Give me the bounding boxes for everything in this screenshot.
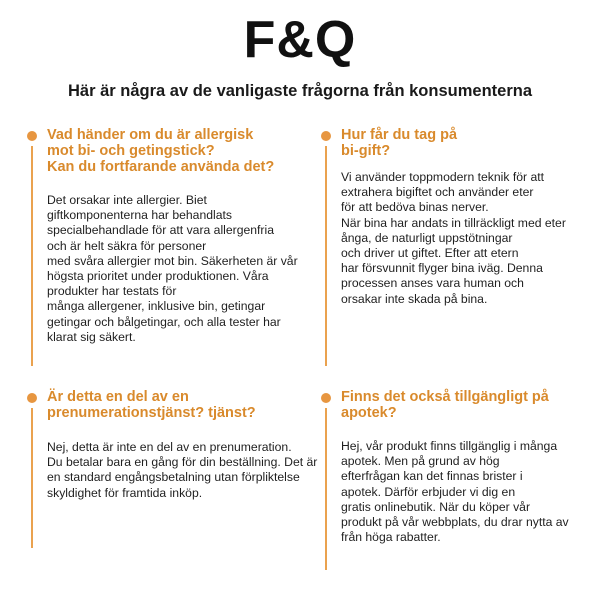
faq-answer: Det orsakar inte allergier. Biet giftkomponenterna har behandlats specialbehandlade för att vara allergenfria och är helt säkra för personer med svåra allergier mot bin. Säkerheten är vår högsta prioritet under produktionen. Våra produkter har testats för många allergener, inklusive bin, getingar getingar och bålgetingar, och alla tester har klarat sig säkert. (47, 193, 298, 344)
bullet-dot-icon (27, 393, 37, 403)
faq-question: Är detta en del av en prenumerationstjänst? tjänst? (47, 389, 256, 421)
bullet-dot-icon (321, 131, 331, 141)
bullet-dot-icon (321, 393, 331, 403)
divider-line (31, 146, 33, 366)
bullet-dot-icon (27, 131, 37, 141)
divider-line (325, 146, 327, 366)
faq-question: Hur får du tag på bi-gift? (341, 127, 458, 159)
faq-question: Vad händer om du är allergisk mot bi- och getingstick? Kan du fortfarande använda det? (47, 127, 275, 175)
faq-answer: Nej, detta är inte en del av en prenumeration. Du betalar bara en gång för din beställning. Det är en standard engångsbetalning utan förpliktelse skyldighet för framtida inköp. (47, 440, 318, 500)
faq-question: Finns det också tillgängligt på apotek? (341, 389, 549, 421)
page-title: F&Q (243, 11, 357, 69)
divider-line (31, 408, 33, 548)
faq-answer: Vi använder toppmodern teknik för att extrahera bigiftet och använder eter för att bedöva binas nerver. När bina har andats in tillräckligt med eter ånga, de naturligt uppstötningar och driver ut giftet. Efter att etern har försvunnit flyger bina iväg. Denna processen anses vara human och orsakar inte skada på bina. (341, 170, 566, 306)
page-subtitle: Här är några av de vanligaste frågorna från konsumenterna (68, 82, 532, 100)
divider-line (325, 408, 327, 570)
faq-answer: Hej, vår produkt finns tillgänglig i många apotek. Men på grund av hög efterfrågan kan det finnas brister i apotek. Därför erbjuder vi dig en gratis onlinebutik. När du köper vår produkt på vår webbplats, du drar nytta av från höga rabatter. (341, 439, 569, 545)
